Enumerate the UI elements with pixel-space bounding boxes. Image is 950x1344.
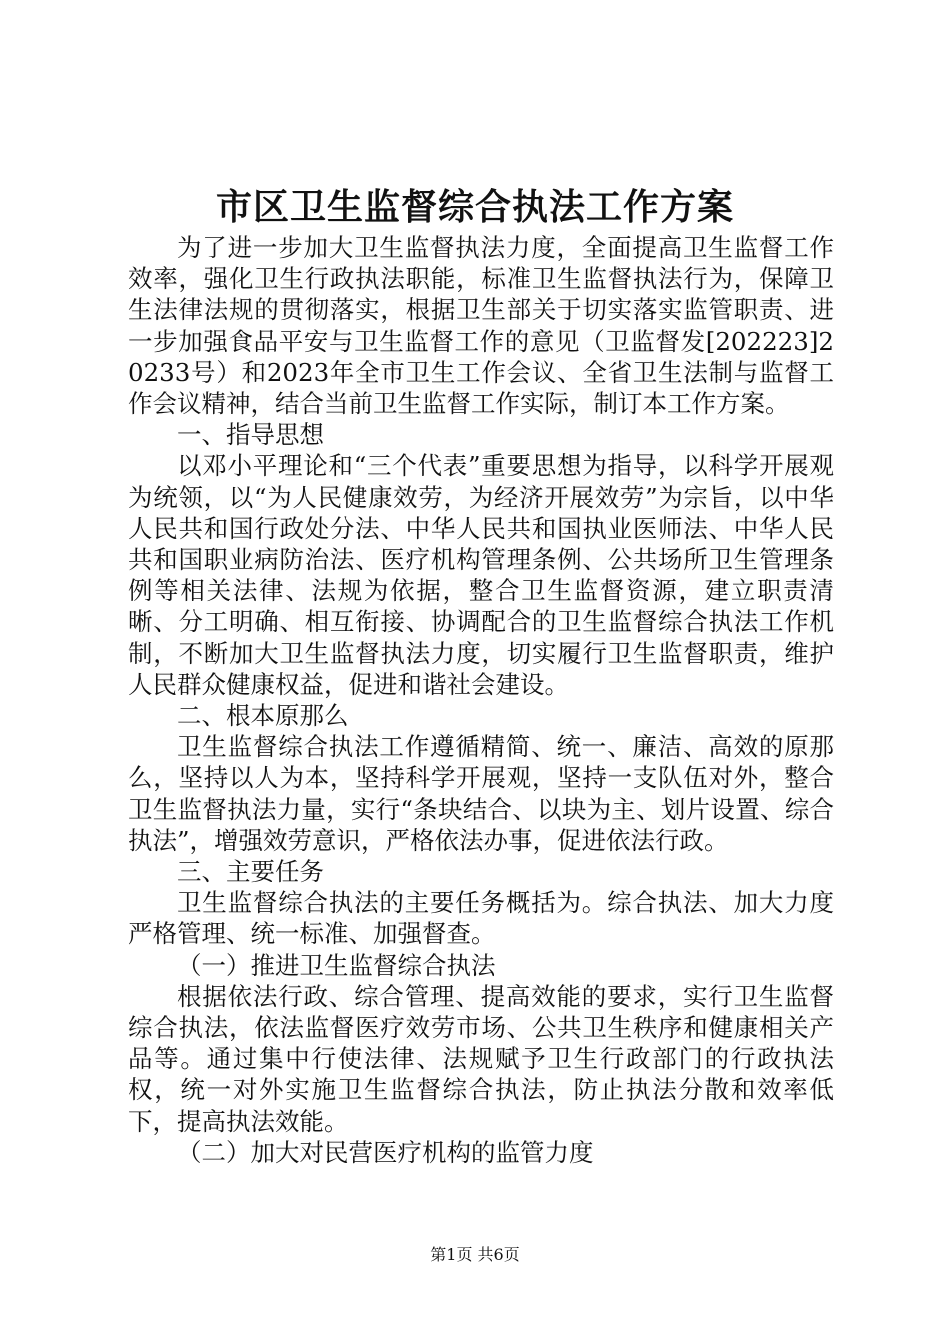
page-footer: 第1页 共6页: [430, 1245, 520, 1264]
guiding-ideology-paragraph: 以邓小平理论和“三个代表”重要思想为指导，以科学开展观为统领，以“为人民健康效劳，为经济开展效劳”为宗旨，以中华人民共和国行政处分法、中华人民共和国执业医师法、中华人民共和国职业病防治法、医疗机构管理条例、公共场所卫生管理条例等相关法律、法规为依据，整合卫生监督资源，建立职责清晰、分工明确、相互衔接、协调配合的卫生监督综合执法工作机制，不断加大卫生监督执法力度，切实履行卫生监督职责，维护人民群众健康权益，促进和谐社会建设。: [128, 451, 834, 699]
subsection-heading-1: （一）推进卫生监督综合执法: [177, 950, 496, 980]
subsection-1-paragraph: 根据依法行政、综合管理、提高效能的要求，实行卫生监督综合执法，依法监督医疗效劳市场、公共卫生秩序和健康相关产品等。通过集中行使法律、法规赋予卫生行政部门的行政执法权，统一对外实施卫生监督综合执法，防止执法分散和效率低下，提高执法效能。: [128, 981, 834, 1136]
basic-principles-paragraph: 卫生监督综合执法工作遵循精简、统一、廉洁、高效的原那么，坚持以人为本，坚持科学开展观，坚持一支队伍对外，整合卫生监督执法力量，实行“条块结合、以块为主、划片设置、综合执法”，增强效劳意识，严格依法办事，促进依法行政。: [128, 732, 834, 855]
main-tasks-paragraph: 卫生监督综合执法的主要任务概括为。综合执法、加大力度严格管理、统一标准、加强督查。: [128, 888, 834, 949]
section-heading-guiding-ideology: 一、指导思想: [177, 420, 324, 450]
section-heading-main-tasks: 三、主要任务: [177, 857, 324, 887]
document-body: [128, 232, 834, 1168]
subsection-heading-2: （二）加大对民营医疗机构的监管力度: [177, 1137, 594, 1167]
intro-paragraph: 为了进一步加大卫生监督执法力度，全面提高卫生监督工作效率，强化卫生行政执法职能，标准卫生监督执法行为，保障卫生法律法规的贯彻落实，根据卫生部关于切实落实监管职责、进一步加强食品平安与卫生监督工作的意见（卫监督发[202223]20233号）和2023年全市卫生工作会议、全省卫生法制与监督工作会议精神，结合当前卫生监督工作实际，制订本工作方案。: [128, 233, 834, 419]
section-heading-basic-principles: 二、根本原那么: [177, 701, 349, 731]
document-title: 市区卫生监督综合执法工作方案: [215, 186, 734, 228]
